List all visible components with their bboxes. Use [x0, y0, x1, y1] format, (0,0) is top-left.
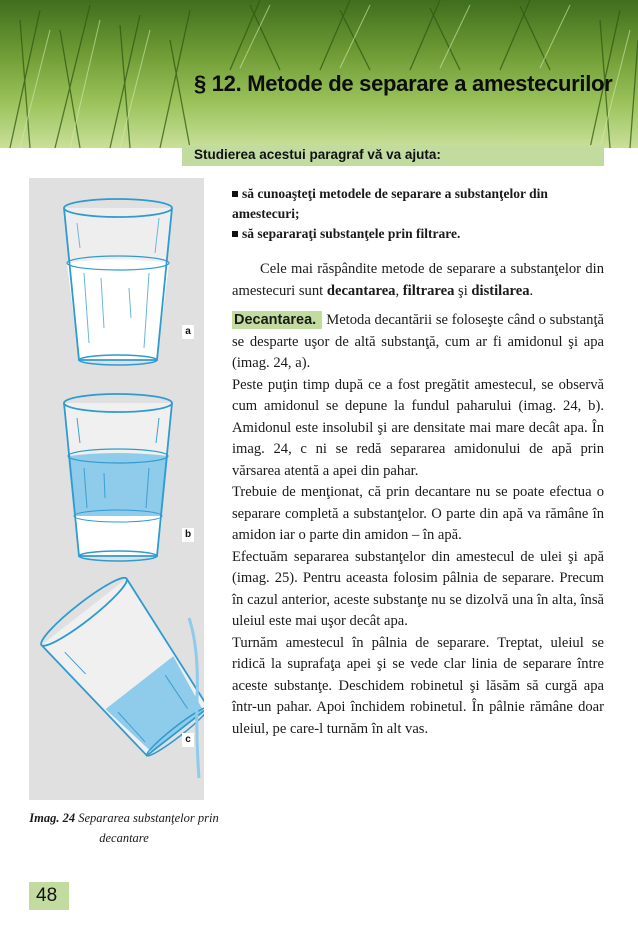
body-text [232, 259, 604, 740]
page-number: 48 [36, 885, 58, 906]
glasses-illustration [29, 178, 204, 800]
method-filtrare: filtrarea [402, 282, 455, 299]
list-item: să separaraţi substanţele prin filtrare. [232, 224, 604, 244]
decantare-paragraph-3: Trebuie de menţionat, că prin decantare nu se poate efectua o separare completă a substanţelor. O parte din apă va rămâne în amidon iar o parte din amidon – în apă. [232, 484, 604, 543]
method-distilare: distilarea [471, 282, 530, 299]
section-heading-decantare: Decantarea. [232, 311, 322, 329]
goals-list [232, 184, 604, 244]
decantare-paragraph-2: Peste puţin timp după ce a fost pregătit amestecul, se observă cum amidonul se depune la fundul paharului (imag. 24, b). Amidonul este insolubil şi are densitate mai mare decât apa. În imag. 24, c ni se redă separarea amidonului de apă prin vărsarea atentă a apei din pahar. [232, 376, 604, 479]
glass-a-icon [64, 199, 172, 365]
figure-caption [29, 808, 219, 848]
glass-b-icon [64, 394, 172, 561]
glass-c-icon [36, 571, 204, 778]
bullet-square-icon [232, 191, 238, 197]
method-decantare: decantarea [326, 282, 396, 299]
intro-paragraph: Cele mai răspândite metode de separare a substanţelor din amestecuri sunt decantarea, filtrarea şi distilarea. [232, 261, 604, 299]
decantare-paragraph-1: Decantarea. Metoda decantării se foloseşte când o substanţă se desparte uşor de altă substanţă, cum ar fi amidonul şi apa (imag. 24, a). [232, 312, 604, 371]
list-item: să cunoaşteţi metodele de separare a substanţelor din amestecuri; [232, 186, 548, 221]
figure-panel [29, 178, 204, 800]
section-subtitle: Studierea acestui paragraf vă va ajuta: [194, 147, 441, 162]
page-title: § 12. Metode de separare a amestecurilor [194, 71, 613, 96]
figure-label-c: c [182, 733, 194, 747]
decantare-paragraph-5: Turnăm amestecul în pâlnia de separare. Treptat, uleiul se ridică la suprafaţa apei şi se vede clar linia de separare între aceste substanţe. Deschidem robinetul şi lăsăm să curgă apa într-un pahar. Apoi închidem robinetul. În pâlnie rămâne doar uleiul, pe care-l turnăm în alt vas. [232, 634, 604, 737]
figure-label-b: b [182, 528, 194, 542]
figure-label-a: a [182, 325, 194, 339]
decantare-paragraph-4: Efectuăm separarea substanţelor din amestecul de ulei şi apă (imag. 25). Pentru aceasta folosim pâlnia de separare. Precum în cazul anterior, aceste substanţe nu se dizolvă una în alta, însă uleiul este mai uşor decât apa. [232, 548, 604, 629]
caption-number: Imag. 24 [29, 811, 76, 825]
bullet-square-icon [232, 231, 238, 237]
caption-text: Separarea substanţelor prin decantare [78, 811, 219, 845]
